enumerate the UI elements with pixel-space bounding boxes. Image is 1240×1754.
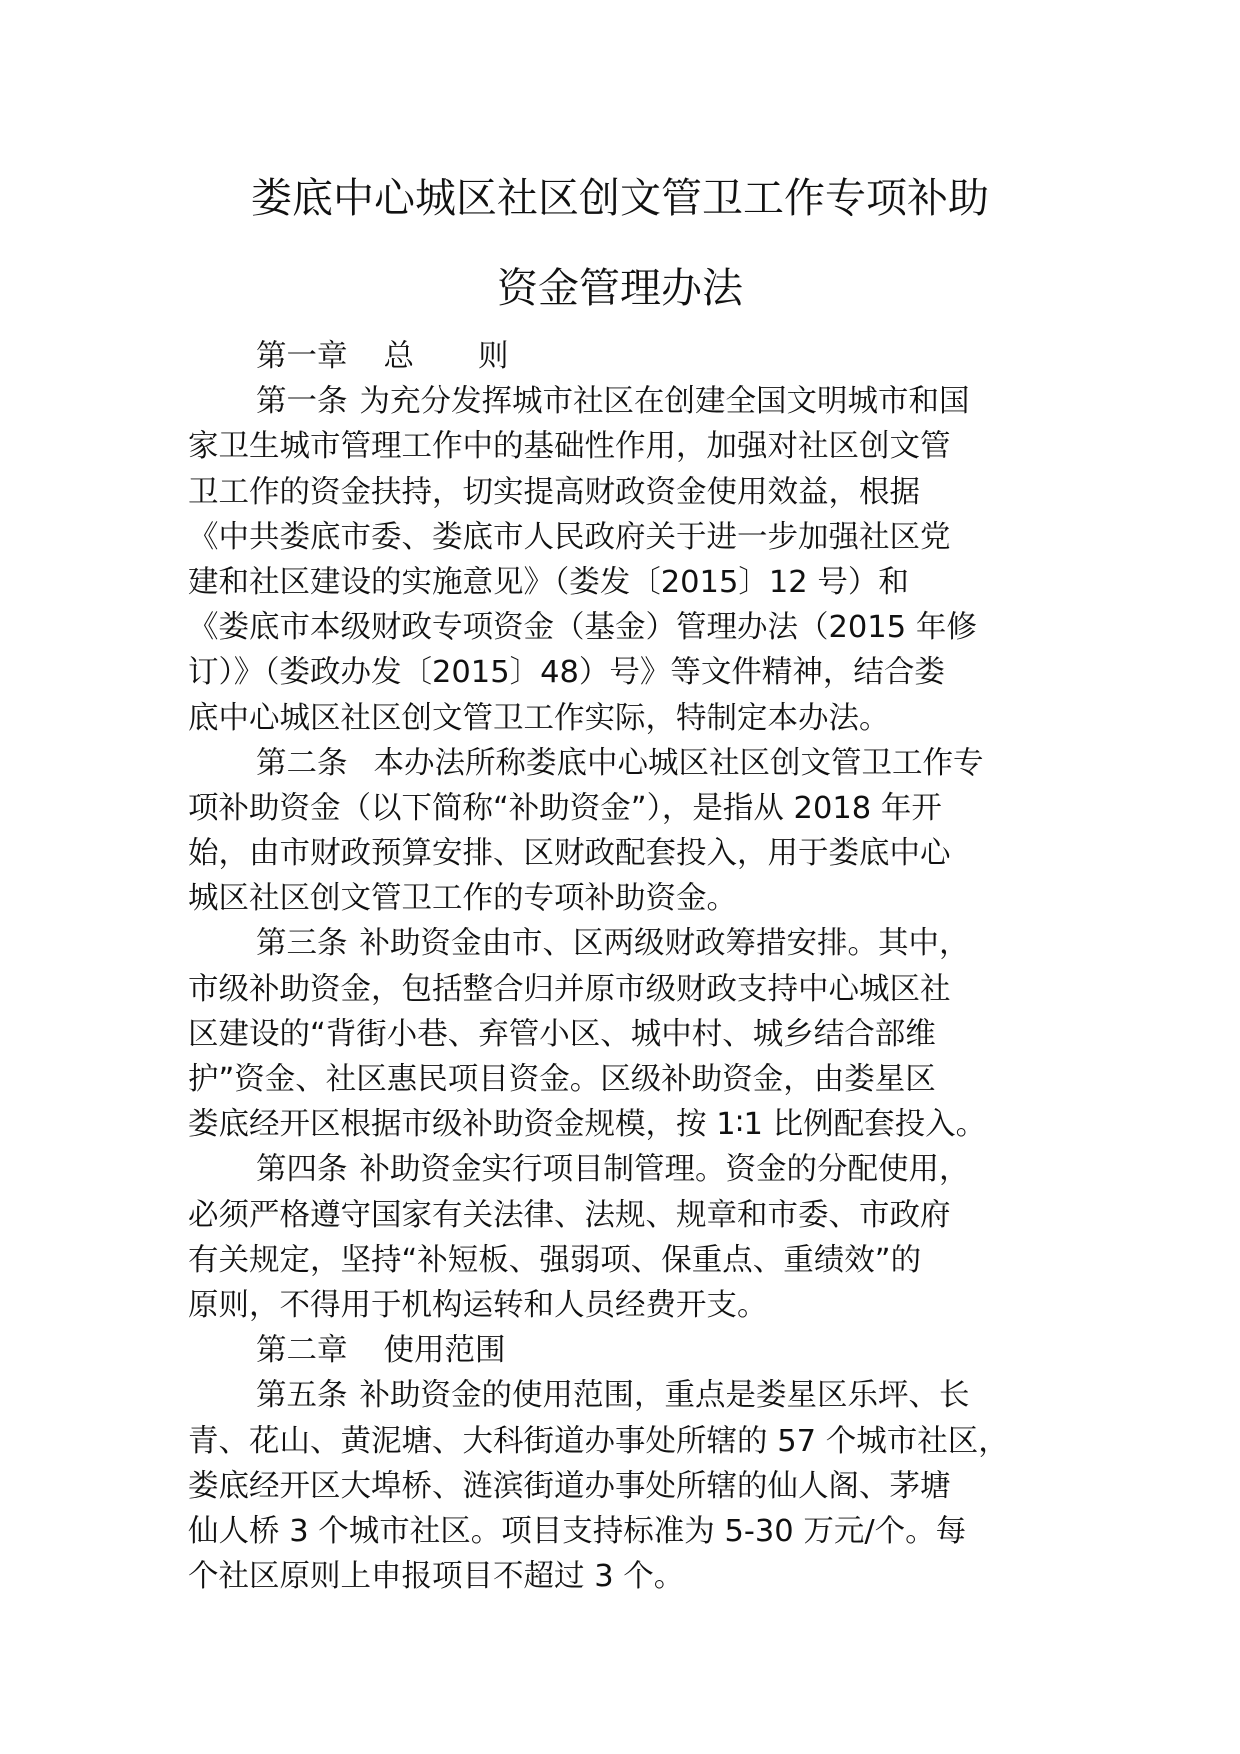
- article-1-line-6: 《娄底市本级财政专项资金（基金）管理办法（2015 年修: [188, 610, 977, 646]
- article-5-line-1: 补助资金的使用范围，重点是娄星区乐坪、长: [359, 1378, 970, 1414]
- chapter-1-name-a: 总: [383, 339, 414, 374]
- article-2-line-2: 项补助资金（以下简称“补助资金”），是指从 2018 年开: [188, 790, 942, 826]
- article-2-line-1: 本办法所称娄底中心城区社区创文管卫工作专: [373, 745, 984, 781]
- article-3-line-1: 补助资金由市、区两级财政筹措安排。其中，: [359, 926, 970, 962]
- article-3-label: 第三条: [256, 926, 348, 962]
- chapter-2-prefix: 第二章: [256, 1333, 348, 1369]
- article-3-line-5: 娄底经开区根据市级补助资金规模，按 1∶1 比例配套投入。: [188, 1107, 987, 1143]
- chapter-1-prefix: 第一章: [256, 339, 348, 374]
- article-5-label: 第五条: [256, 1378, 348, 1414]
- article-1-label: 第一条: [256, 384, 348, 420]
- article-4-line-4: 原则，不得用于机构运转和人员经费开支。: [188, 1287, 768, 1323]
- paragraph-line: [188, 379, 1068, 424]
- document-title-line-2: 资金管理办法: [497, 264, 743, 312]
- article-1-line-7: 订）》（娄政办发〔2015〕48）号》等文件精神，结合娄: [188, 655, 945, 691]
- paragraph-line: [188, 921, 1068, 966]
- article-3: [188, 921, 1068, 1147]
- paragraph-line: [188, 1373, 1068, 1418]
- article-1-line-3: 卫工作的资金扶持，切实提高财政资金使用效益，根据: [188, 474, 920, 510]
- article-3-line-2: 市级补助资金，包括整合归并原市级财政支持中心城区社: [188, 971, 951, 1007]
- article-4-line-1: 补助资金实行项目制管理。资金的分配使用，: [359, 1152, 970, 1188]
- article-2-label: 第二条: [256, 745, 348, 781]
- article-2: [188, 741, 1068, 922]
- article-1-line-1: 为充分发挥城市社区在创建全国文明城市和国: [359, 384, 970, 420]
- article-1-line-8: 底中心城区社区创文管卫工作实际，特制定本办法。: [188, 700, 890, 736]
- paragraph-line: [188, 741, 1068, 786]
- chapter-1-name-b: 则: [478, 339, 509, 374]
- document-body: [188, 334, 1068, 1599]
- document-title-line-1: 娄底中心城区社区创文管卫工作专项补助: [251, 174, 989, 222]
- article-5-line-4: 仙人桥 3 个城市社区。项目支持标准为 5-30 万元/个。每: [188, 1513, 967, 1549]
- article-4-line-3: 有关规定，坚持“补短板、强弱项、保重点、重绩效”的: [188, 1242, 922, 1278]
- article-2-line-3: 始，由市财政预算安排、区财政配套投入，用于娄底中心: [188, 836, 951, 872]
- article-1-line-5: 建和社区建设的实施意见》（娄发〔2015〕12 号）和: [188, 564, 909, 600]
- article-5-line-3: 娄底经开区大埠桥、涟滨街道办事处所辖的仙人阁、茅塘: [188, 1468, 951, 1504]
- article-4: [188, 1147, 1068, 1328]
- article-5-line-5: 个社区原则上申报项目不超过 3 个。: [188, 1559, 685, 1595]
- paragraph-line: [188, 1147, 1068, 1192]
- chapter-1-heading: [188, 334, 1068, 379]
- article-4-line-2: 必须严格遵守国家有关法律、法规、规章和市委、市政府: [188, 1197, 951, 1233]
- article-3-line-4: 护”资金、社区惠民项目资金。区级补助资金，由娄星区: [188, 1062, 936, 1097]
- article-1-line-4: 《中共娄底市委、娄底市人民政府关于进一步加强社区党: [188, 519, 951, 555]
- chapter-2-name: 使用范围: [383, 1333, 506, 1369]
- article-2-line-4: 城区社区创文管卫工作的专项补助资金。: [188, 881, 737, 917]
- article-3-line-3: 区建设的“背街小巷、弃管小区、城中村、城乡结合部维: [188, 1016, 936, 1052]
- article-1-line-2: 家卫生城市管理工作中的基础性作用，加强对社区创文管: [188, 429, 951, 465]
- article-1: [188, 379, 1068, 741]
- article-5: [188, 1373, 1068, 1599]
- article-4-label: 第四条: [256, 1152, 348, 1188]
- chapter-2-heading: [188, 1328, 1068, 1373]
- article-5-line-2: 青、花山、黄泥塘、大科街道办事处所辖的 57 个城市社区，: [188, 1423, 1009, 1459]
